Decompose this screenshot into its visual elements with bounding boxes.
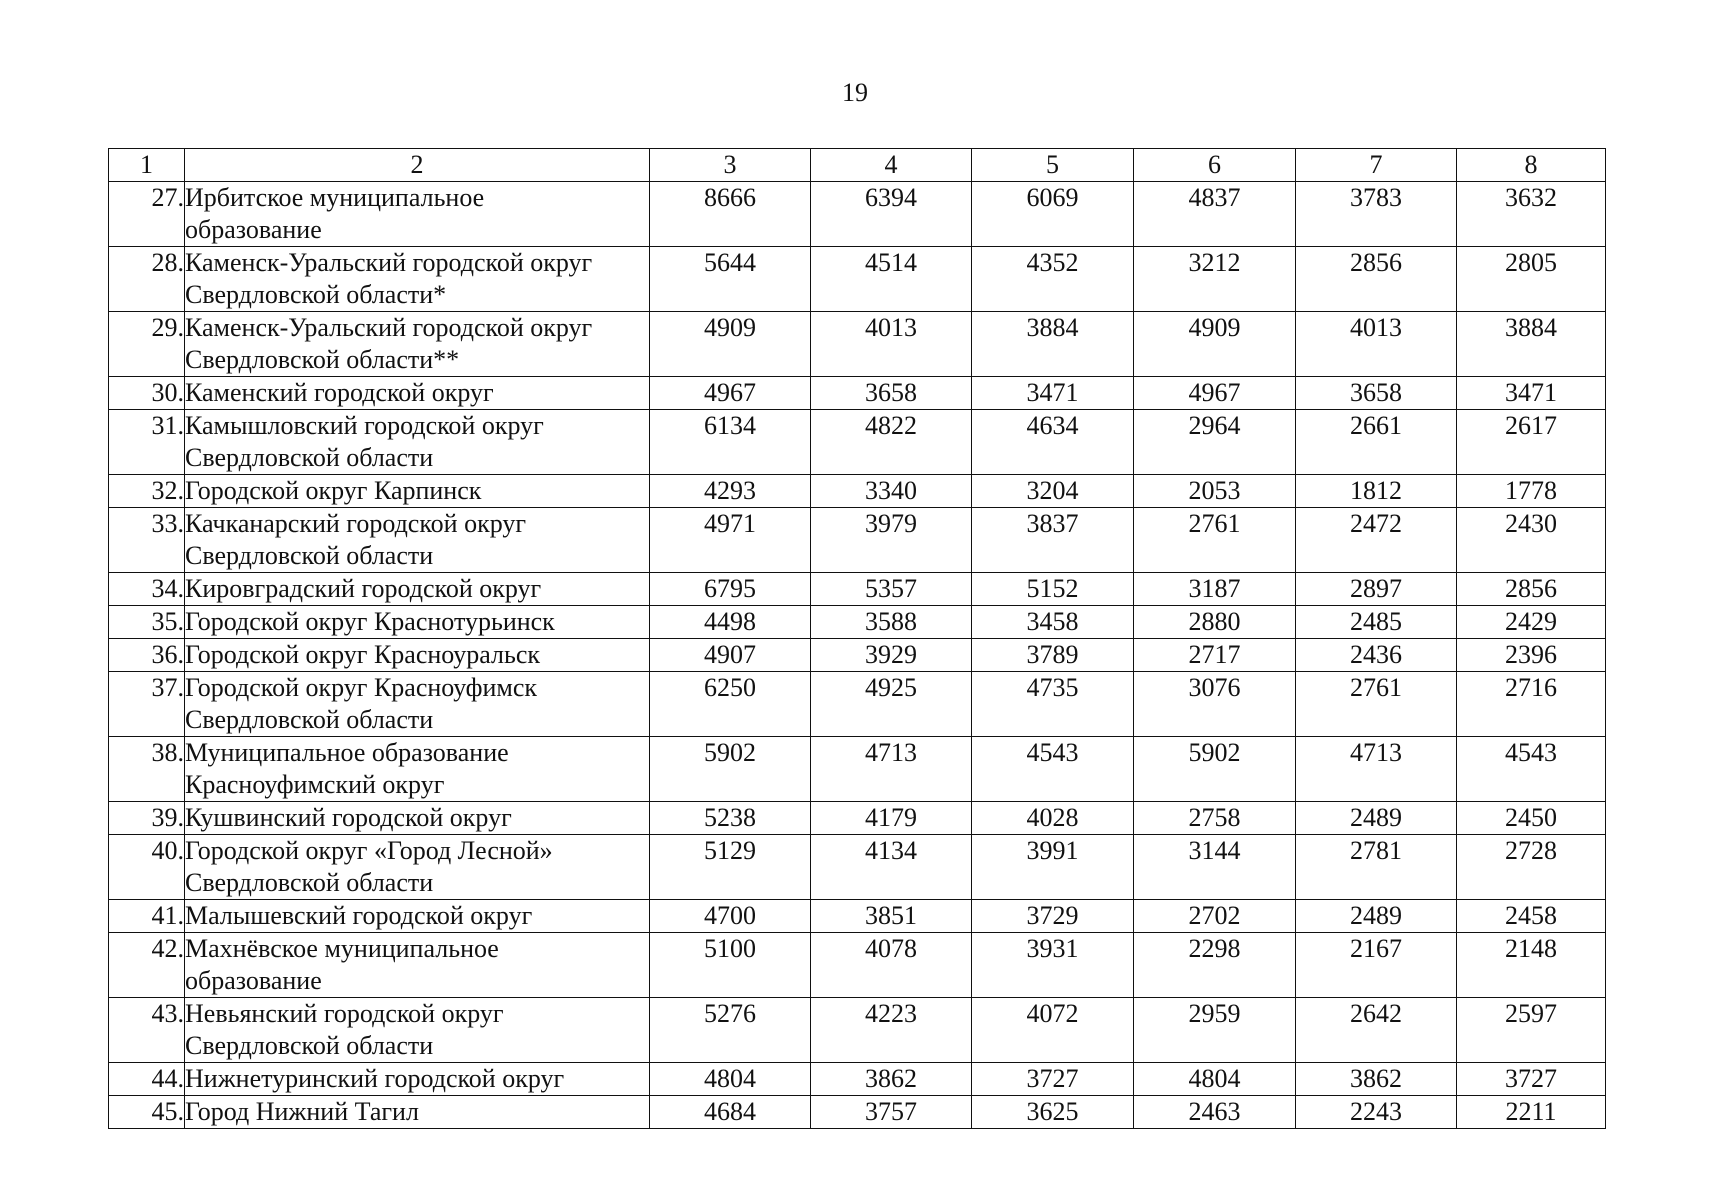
municipality-name-line: Каменск-Уральский городской округ <box>185 248 593 277</box>
value-cell: 2597 <box>1457 998 1606 1063</box>
value-cell: 2728 <box>1457 835 1606 900</box>
row-number: 42. <box>109 933 185 998</box>
municipality-name-line: Свердловской области <box>185 443 434 472</box>
value-cell: 2167 <box>1296 933 1457 998</box>
value-cell: 8666 <box>650 182 811 247</box>
value-cell: 6069 <box>972 182 1134 247</box>
value-cell: 5238 <box>650 802 811 835</box>
municipality-name-line: Свердловской области* <box>185 280 447 309</box>
value-cell: 4804 <box>1134 1063 1296 1096</box>
municipality-name <box>185 475 650 508</box>
value-cell: 3471 <box>1457 377 1606 410</box>
value-cell: 2897 <box>1296 573 1457 606</box>
value-cell: 4735 <box>972 672 1134 737</box>
value-cell: 4713 <box>1296 737 1457 802</box>
value-cell: 2472 <box>1296 508 1457 573</box>
data-table <box>108 148 1606 1129</box>
value-cell: 1812 <box>1296 475 1457 508</box>
value-cell: 4713 <box>811 737 972 802</box>
table-row <box>109 1096 1606 1129</box>
table-row <box>109 802 1606 835</box>
value-cell: 3991 <box>972 835 1134 900</box>
column-header: 2 <box>185 149 650 182</box>
value-cell: 2880 <box>1134 606 1296 639</box>
value-cell: 4013 <box>811 312 972 377</box>
value-cell: 4543 <box>972 737 1134 802</box>
municipality-name-line: Каменский городской округ <box>185 378 494 407</box>
municipality-name <box>185 410 650 475</box>
value-cell: 4028 <box>972 802 1134 835</box>
municipality-name <box>185 247 650 312</box>
value-cell: 4072 <box>972 998 1134 1063</box>
value-cell: 4967 <box>1134 377 1296 410</box>
value-cell: 2485 <box>1296 606 1457 639</box>
table-row <box>109 573 1606 606</box>
municipality-name-line: Городской округ Красноуральск <box>185 640 541 669</box>
table-row <box>109 182 1606 247</box>
value-cell: 5129 <box>650 835 811 900</box>
value-cell: 4634 <box>972 410 1134 475</box>
value-cell: 4352 <box>972 247 1134 312</box>
value-cell: 6134 <box>650 410 811 475</box>
value-cell: 4179 <box>811 802 972 835</box>
row-number: 44. <box>109 1063 185 1096</box>
municipality-name <box>185 835 650 900</box>
municipality-name-line: Свердловской области <box>185 1031 434 1060</box>
table-row <box>109 606 1606 639</box>
value-cell: 3929 <box>811 639 972 672</box>
value-cell: 3588 <box>811 606 972 639</box>
value-cell: 4514 <box>811 247 972 312</box>
value-cell: 2856 <box>1296 247 1457 312</box>
value-cell: 2243 <box>1296 1096 1457 1129</box>
value-cell: 5152 <box>972 573 1134 606</box>
value-cell: 2964 <box>1134 410 1296 475</box>
municipality-name-line: Город Нижний Тагил <box>185 1097 419 1126</box>
row-number: 40. <box>109 835 185 900</box>
row-number: 29. <box>109 312 185 377</box>
value-cell: 2959 <box>1134 998 1296 1063</box>
value-cell: 3783 <box>1296 182 1457 247</box>
table-row <box>109 933 1606 998</box>
municipality-name <box>185 900 650 933</box>
value-cell: 4967 <box>650 377 811 410</box>
value-cell: 3862 <box>1296 1063 1457 1096</box>
row-number: 38. <box>109 737 185 802</box>
value-cell: 2856 <box>1457 573 1606 606</box>
value-cell: 3931 <box>972 933 1134 998</box>
row-number: 34. <box>109 573 185 606</box>
value-cell: 2661 <box>1296 410 1457 475</box>
table-row <box>109 835 1606 900</box>
municipality-name-line: Городской округ Краснотурьинск <box>185 607 555 636</box>
municipality-name <box>185 182 650 247</box>
value-cell: 4971 <box>650 508 811 573</box>
row-number: 33. <box>109 508 185 573</box>
value-cell: 4078 <box>811 933 972 998</box>
value-cell: 3658 <box>811 377 972 410</box>
municipality-name <box>185 639 650 672</box>
value-cell: 5100 <box>650 933 811 998</box>
column-header: 7 <box>1296 149 1457 182</box>
municipality-name-line: Качканарский городской округ <box>185 509 527 538</box>
municipality-name-line: Невьянский городской округ <box>185 999 504 1028</box>
value-cell: 4837 <box>1134 182 1296 247</box>
value-cell: 4909 <box>650 312 811 377</box>
value-cell: 2761 <box>1296 672 1457 737</box>
municipality-name-line: Кировградский городской округ <box>185 574 542 603</box>
municipality-name-line: Ирбитское муниципальное <box>185 183 485 212</box>
value-cell: 4543 <box>1457 737 1606 802</box>
value-cell: 2702 <box>1134 900 1296 933</box>
row-number: 36. <box>109 639 185 672</box>
value-cell: 3340 <box>811 475 972 508</box>
value-cell: 4134 <box>811 835 972 900</box>
municipality-name <box>185 508 650 573</box>
row-number: 43. <box>109 998 185 1063</box>
municipality-name <box>185 1063 650 1096</box>
value-cell: 3729 <box>972 900 1134 933</box>
municipality-name-line: Кушвинский городской округ <box>185 803 512 832</box>
value-cell: 3727 <box>1457 1063 1606 1096</box>
value-cell: 5902 <box>650 737 811 802</box>
municipality-name <box>185 573 650 606</box>
municipality-name-line: Малышевский городской округ <box>185 901 533 930</box>
column-header: 4 <box>811 149 972 182</box>
value-cell: 3757 <box>811 1096 972 1129</box>
value-cell: 2436 <box>1296 639 1457 672</box>
value-cell: 2458 <box>1457 900 1606 933</box>
municipality-name-line: Свердловской области <box>185 541 434 570</box>
value-cell: 3076 <box>1134 672 1296 737</box>
value-cell: 6795 <box>650 573 811 606</box>
table-row <box>109 1063 1606 1096</box>
row-number: 30. <box>109 377 185 410</box>
table-row <box>109 639 1606 672</box>
value-cell: 3625 <box>972 1096 1134 1129</box>
table-row <box>109 998 1606 1063</box>
table-row <box>109 737 1606 802</box>
value-cell: 4684 <box>650 1096 811 1129</box>
municipality-name-line: Махнёвское муниципальное <box>185 934 499 963</box>
row-number: 41. <box>109 900 185 933</box>
value-cell: 2781 <box>1296 835 1457 900</box>
municipality-name <box>185 606 650 639</box>
value-cell: 5902 <box>1134 737 1296 802</box>
value-cell: 6250 <box>650 672 811 737</box>
table-row <box>109 672 1606 737</box>
value-cell: 4293 <box>650 475 811 508</box>
row-number: 27. <box>109 182 185 247</box>
column-header: 5 <box>972 149 1134 182</box>
row-number: 31. <box>109 410 185 475</box>
value-cell: 3632 <box>1457 182 1606 247</box>
municipality-name <box>185 933 650 998</box>
value-cell: 3458 <box>972 606 1134 639</box>
value-cell: 2053 <box>1134 475 1296 508</box>
value-cell: 3471 <box>972 377 1134 410</box>
value-cell: 5644 <box>650 247 811 312</box>
value-cell: 4013 <box>1296 312 1457 377</box>
municipality-name <box>185 377 650 410</box>
value-cell: 5276 <box>650 998 811 1063</box>
column-header: 8 <box>1457 149 1606 182</box>
value-cell: 2642 <box>1296 998 1457 1063</box>
municipality-name-line: Нижнетуринский городской округ <box>185 1064 565 1093</box>
value-cell: 3837 <box>972 508 1134 573</box>
value-cell: 3884 <box>1457 312 1606 377</box>
value-cell: 2463 <box>1134 1096 1296 1129</box>
value-cell: 2148 <box>1457 933 1606 998</box>
value-cell: 3979 <box>811 508 972 573</box>
table-row <box>109 247 1606 312</box>
table-body <box>109 182 1606 1129</box>
municipality-name-line: Красноуфимский округ <box>185 770 445 799</box>
value-cell: 3884 <box>972 312 1134 377</box>
municipality-name <box>185 312 650 377</box>
municipality-name-line: образование <box>185 966 322 995</box>
municipality-name <box>185 672 650 737</box>
value-cell: 2617 <box>1457 410 1606 475</box>
value-cell: 3204 <box>972 475 1134 508</box>
value-cell: 4822 <box>811 410 972 475</box>
municipality-name-line: Городской округ «Город Лесной» <box>185 836 553 865</box>
municipality-name-line: Свердловской области <box>185 705 434 734</box>
municipality-name-line: Городской округ Карпинск <box>185 476 482 505</box>
value-cell: 2450 <box>1457 802 1606 835</box>
municipality-name-line: Свердловской области <box>185 868 434 897</box>
value-cell: 3862 <box>811 1063 972 1096</box>
table-row <box>109 475 1606 508</box>
table-row <box>109 508 1606 573</box>
row-number: 39. <box>109 802 185 835</box>
value-cell: 4700 <box>650 900 811 933</box>
value-cell: 2298 <box>1134 933 1296 998</box>
value-cell: 2758 <box>1134 802 1296 835</box>
value-cell: 3144 <box>1134 835 1296 900</box>
value-cell: 2396 <box>1457 639 1606 672</box>
row-number: 32. <box>109 475 185 508</box>
municipality-name-line: Свердловской области** <box>185 345 460 374</box>
value-cell: 2211 <box>1457 1096 1606 1129</box>
table-row <box>109 410 1606 475</box>
value-cell: 2430 <box>1457 508 1606 573</box>
table-row <box>109 900 1606 933</box>
municipality-name <box>185 1096 650 1129</box>
table-header-row <box>109 149 1606 182</box>
municipality-name-line: Муниципальное образование <box>185 738 509 767</box>
municipality-name-line: Каменск-Уральский городской округ <box>185 313 593 342</box>
value-cell: 5357 <box>811 573 972 606</box>
row-number: 28. <box>109 247 185 312</box>
municipality-name-line: Городской округ Красноуфимск <box>185 673 538 702</box>
value-cell: 2805 <box>1457 247 1606 312</box>
value-cell: 2717 <box>1134 639 1296 672</box>
municipality-name <box>185 737 650 802</box>
value-cell: 3212 <box>1134 247 1296 312</box>
value-cell: 4223 <box>811 998 972 1063</box>
row-number: 45. <box>109 1096 185 1129</box>
column-header: 3 <box>650 149 811 182</box>
municipality-name <box>185 998 650 1063</box>
municipality-name-line: Камышловский городской округ <box>185 411 544 440</box>
value-cell: 3789 <box>972 639 1134 672</box>
value-cell: 3658 <box>1296 377 1457 410</box>
municipality-name <box>185 802 650 835</box>
row-number: 35. <box>109 606 185 639</box>
value-cell: 2761 <box>1134 508 1296 573</box>
value-cell: 4909 <box>1134 312 1296 377</box>
value-cell: 3727 <box>972 1063 1134 1096</box>
page-number: 19 <box>842 78 868 107</box>
table-row <box>109 312 1606 377</box>
value-cell: 1778 <box>1457 475 1606 508</box>
value-cell: 2429 <box>1457 606 1606 639</box>
value-cell: 4925 <box>811 672 972 737</box>
value-cell: 3187 <box>1134 573 1296 606</box>
value-cell: 4498 <box>650 606 811 639</box>
value-cell: 4907 <box>650 639 811 672</box>
value-cell: 2489 <box>1296 802 1457 835</box>
column-header: 6 <box>1134 149 1296 182</box>
value-cell: 6394 <box>811 182 972 247</box>
column-header: 1 <box>109 149 185 182</box>
value-cell: 4804 <box>650 1063 811 1096</box>
table-row <box>109 377 1606 410</box>
value-cell: 2716 <box>1457 672 1606 737</box>
value-cell: 2489 <box>1296 900 1457 933</box>
value-cell: 3851 <box>811 900 972 933</box>
row-number: 37. <box>109 672 185 737</box>
municipality-name-line: образование <box>185 215 322 244</box>
